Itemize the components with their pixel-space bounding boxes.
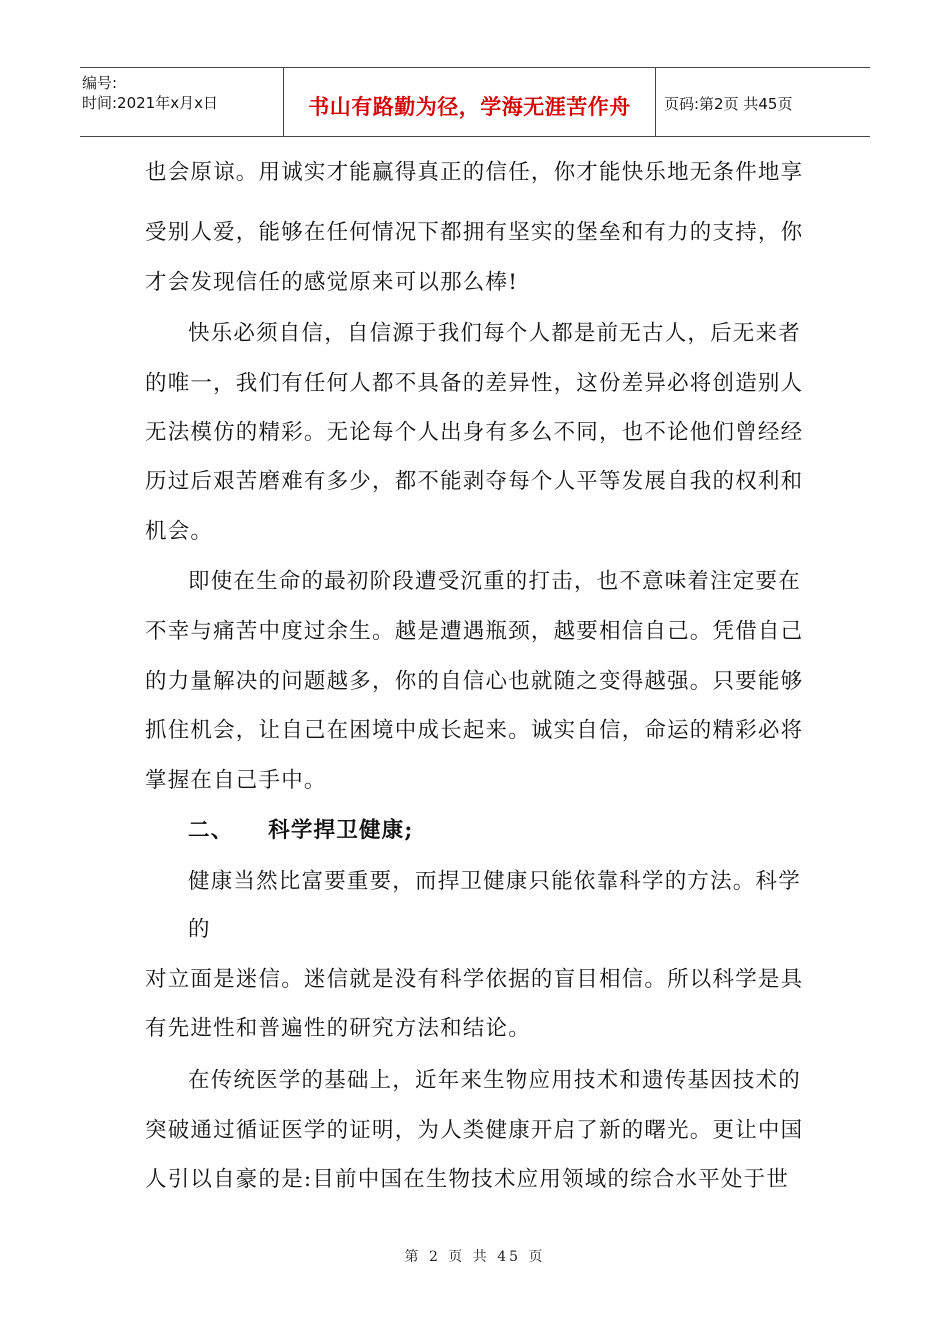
- body-line: 突破通过循证医学的证明，为人类健康开启了新的曙光。更让中国: [145, 1118, 804, 1143]
- section-heading: 二、 科学捍卫健康;: [188, 818, 414, 843]
- page-info: 页码:第2页 共45页: [664, 95, 793, 113]
- body-line: 不幸与痛苦中度过余生。越是遭遇瓶颈，越要相信自己。凭借自己: [145, 619, 804, 644]
- body-line: 也会原谅。用诚实才能赢得真正的信任，你才能快乐地无条件地享: [145, 160, 804, 185]
- body-line: 掌握在自己手中。: [145, 768, 327, 793]
- body-line: 即使在生命的最初阶段遭受沉重的打击，也不意味着注定要在: [188, 569, 801, 594]
- body-line: 受别人爱，能够在任何情况下都拥有坚实的堡垒和有力的支持，你: [145, 220, 804, 245]
- body-line: 历过后艰苦磨难有多少，都不能剥夺每个人平等发展自我的权利和: [145, 469, 804, 494]
- body-line: 抓住机会，让自己在困境中成长起来。诚实自信，命运的精彩必将: [145, 718, 804, 743]
- number-label: 编号:: [82, 74, 118, 92]
- body-line: 快乐必须自信，自信源于我们每个人都是前无古人，后无来者: [188, 321, 801, 346]
- body-line: 机会。: [145, 519, 214, 544]
- body-line: 人引以自豪的是:目前中国在生物技术应用领域的综合水平处于世: [145, 1167, 790, 1192]
- body-line: 对立面是迷信。迷信就是没有科学依据的盲目相信。所以科学是具: [145, 967, 804, 992]
- document-header: [80, 67, 870, 137]
- header-page-cell: [656, 68, 870, 136]
- body-line: 的唯一，我们有任何人都不具备的差异性，这份差异必将创造别人: [145, 371, 804, 396]
- time-label: 时间:2021年x月x日: [82, 94, 218, 112]
- body-line: 在传统医学的基础上，近年来生物应用技术和遗传基因技术的: [188, 1068, 801, 1093]
- body-line: 的: [188, 917, 211, 942]
- header-meta-cell: [80, 68, 283, 136]
- body-line: 有先进性和普遍性的研究方法和结论。: [145, 1016, 531, 1041]
- header-motto-cell: [283, 68, 656, 136]
- motto: 书山有路勤为径，学海无涯苦作舟: [308, 95, 631, 119]
- body-line: 才会发现信任的感觉原来可以那么棒!: [145, 270, 519, 295]
- body-line: 无法模仿的精彩。无论每个人出身有多么不同，也不论他们曾经经: [145, 420, 804, 445]
- body-line: 健康当然比富要重要，而捍卫健康只能依靠科学的方法。科学: [188, 869, 801, 894]
- page-footer: 第 2 页 共 45 页: [404, 1249, 546, 1265]
- body-line: 的力量解决的问题越多，你的自信心也就随之变得越强。只要能够: [145, 669, 804, 694]
